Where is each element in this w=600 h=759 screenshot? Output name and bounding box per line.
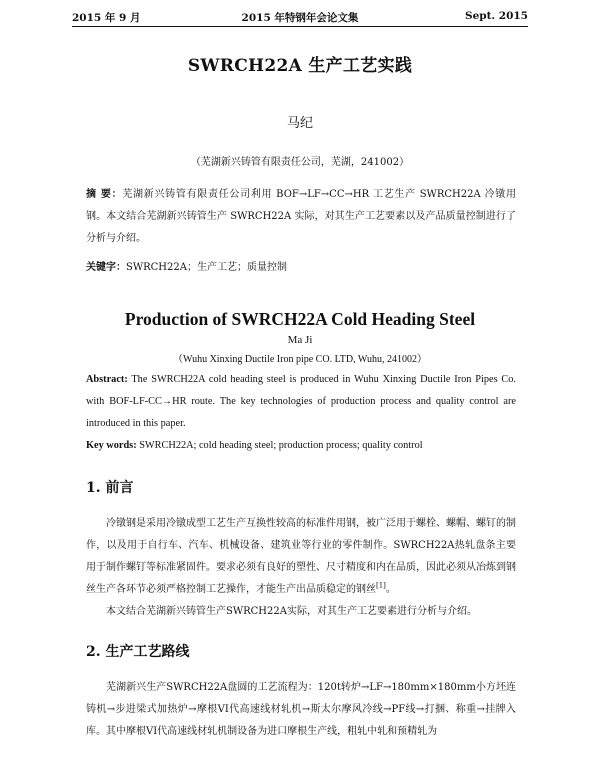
affiliation-cn: （芜湖新兴铸管有限责任公司，芜湖，241002） — [190, 157, 410, 168]
keywords-en — [86, 440, 516, 451]
header-divider — [72, 26, 528, 27]
header-proceedings-title: 2015 年特钢年会论文集 — [241, 12, 359, 24]
paragraph: 本文结合芜湖新兴铸管生产SWRCH22A实际，对其生产工艺要素进行分析与介绍。 — [106, 606, 477, 617]
abstract-cn — [86, 184, 516, 250]
abstract-en-label: Abstract: — [86, 374, 128, 385]
affiliation-en: （Wuhu Xinxing Ductile Iron pipe CO. LTD, Wuhu, 241002） — [173, 354, 427, 365]
paragraph-text: 冷镦钢是采用冷镦成型工艺生产互换性较高的标准件用钢，被广泛用于螺栓、螺帽、螺钉的制作，以及用于自行车、汽车、机械设备、建筑业等行业的零件制作。SWRCH22A热轧盘条主要用于制作螺钉等标准紧固件。要求必须有良好的塑性、尺寸精度和内在品质，因此必须从冶炼到钢丝生产各环节必须严格控制工艺操作，才能生产出品质稳定的钢丝 — [86, 518, 516, 595]
paragraph: 芜湖新兴生产SWRCH22A盘圆的工艺流程为：120t转炉→LF→180mm×180mm小方坯连铸机→步进梁式加热炉→摩根VI代高速线材轧机→斯太尔摩风冷线→PF线→打捆、称重→挂牌入库。其中摩根VI代高速线材轧机制设备为进口摩根生产线，粗轧中轧和预精轧为 — [86, 682, 516, 737]
keywords-cn-label: 关键字： — [86, 262, 126, 273]
section-heading-introduction: 1. 前言 — [86, 480, 134, 496]
keywords-en-text: SWRCH22A; cold heading steel; production process; quality control — [139, 440, 423, 451]
keywords-cn-text: SWRCH22A；生产工艺；质量控制 — [126, 262, 287, 273]
paragraph — [86, 513, 516, 601]
author-en: Ma Ji — [287, 334, 313, 346]
author-cn: 马纪 — [286, 116, 313, 131]
paper-title-en: Production of SWRCH22A Cold Heading Steel — [124, 309, 476, 329]
keywords-en-label: Key words: — [86, 440, 137, 451]
header-date-en: Sept. 2015 — [465, 10, 528, 22]
abstract-en — [86, 369, 516, 435]
keywords-cn — [86, 258, 516, 273]
abstract-cn-text: 芜湖新兴铸管有限责任公司利用 BOF→LF→CC→HR 工艺生产 SWRCH22A 冷镦用钢。本文结合芜湖新兴铸管生产 SWRCH22A 实际，对其生产工艺要素以及产品质量控制进行了分析与介绍。 — [86, 189, 516, 244]
abstract-en-text: The SWRCH22A cold heading steel is produced in Wuhu Xinxing Ductile Iron Pipes Co. with BOF-LF-CC→HR route. The key technologies of production process and quality control are introduced in this paper. — [86, 374, 516, 429]
paragraph-end: 。 — [385, 584, 396, 595]
header-date-cn: 2015 年 9 月 — [72, 12, 141, 24]
running-header — [72, 8, 528, 26]
citation-ref: [1] — [376, 581, 386, 590]
paper-title-cn: SWRCH22A 生产工艺实践 — [187, 56, 413, 76]
abstract-cn-label: 摘 要： — [86, 189, 123, 200]
section-heading-process-route: 2. 生产工艺路线 — [86, 644, 190, 660]
